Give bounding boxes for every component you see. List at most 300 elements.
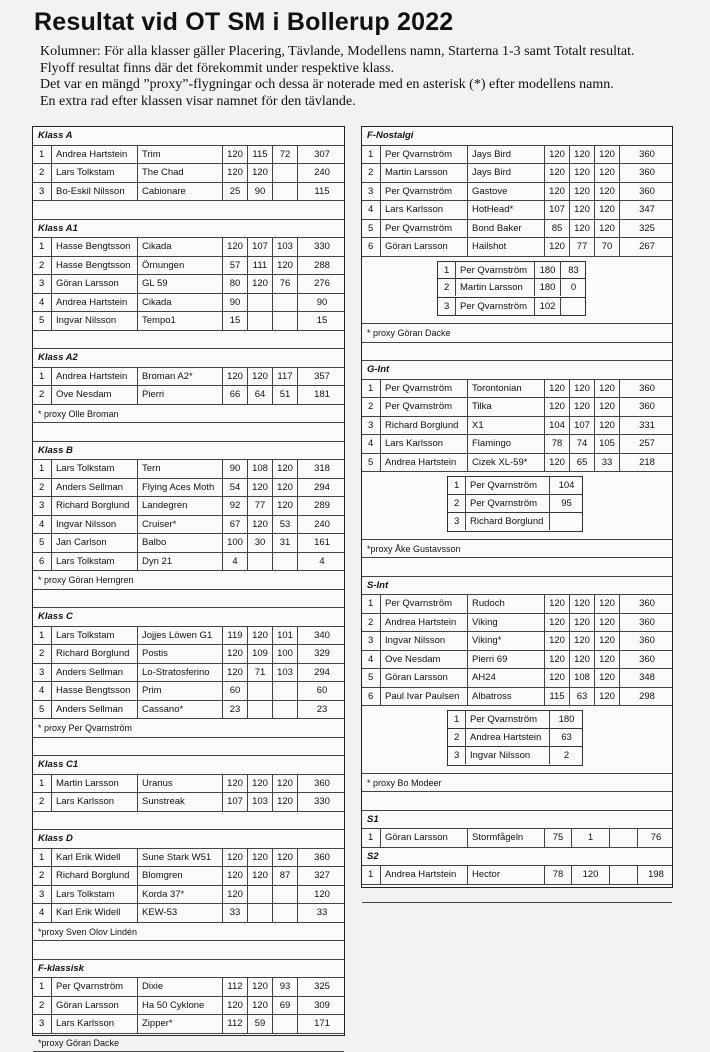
- start2-cell: [247, 904, 272, 922]
- start1-cell: 120: [222, 645, 247, 663]
- intro-text: [40, 44, 680, 110]
- class-heading: Klass A2: [33, 349, 344, 368]
- placement-cell: 2: [33, 386, 51, 404]
- flyoff-row: [437, 261, 586, 280]
- start2-cell: 120: [247, 479, 272, 497]
- total-cell: 289: [297, 497, 346, 515]
- total-cell: 325: [297, 978, 346, 996]
- start3-cell: 120: [594, 688, 619, 706]
- competitor-cell: Lars Karlsson: [51, 793, 155, 811]
- start3-cell: 120: [594, 595, 619, 613]
- model-cell: Flying Aces Moth: [137, 479, 222, 497]
- start1-cell: 107: [222, 793, 247, 811]
- proxy-note: * proxy Göran Dacke: [362, 324, 672, 343]
- flyoff-result: 180: [534, 279, 560, 296]
- start1-cell: 120: [544, 632, 569, 650]
- start2-cell: 90: [247, 183, 272, 201]
- total-cell: 360: [619, 380, 674, 398]
- result-row: [33, 664, 344, 683]
- results-column-left: [32, 126, 345, 1036]
- start3-cell: [272, 164, 297, 182]
- placement-cell: 3: [33, 183, 51, 201]
- model-cell: Cruiser*: [137, 516, 222, 534]
- result-row: [362, 595, 672, 614]
- total-cell: 309: [297, 997, 346, 1015]
- flyoff-row: [447, 513, 583, 532]
- start1-cell: 92: [222, 497, 247, 515]
- placement-cell: 1: [33, 368, 51, 386]
- start2-cell: 30: [247, 534, 272, 552]
- placement-cell: 2: [33, 479, 51, 497]
- result-row: [362, 688, 672, 707]
- start3-cell: [272, 1015, 297, 1033]
- model-cell: Flamingo: [467, 435, 544, 453]
- model-cell: Landegren: [137, 497, 222, 515]
- competitor-cell: Ingvar Nilsson: [51, 516, 155, 534]
- competitor-cell: Lars Tolkstam: [51, 553, 155, 571]
- total-cell: 298: [619, 688, 674, 706]
- model-cell: Pierri 69: [467, 651, 544, 669]
- flyoff-placement: 2: [448, 495, 465, 512]
- model-cell: Zipper*: [137, 1015, 222, 1033]
- start3-cell: [609, 829, 637, 847]
- start3-cell: 31: [272, 534, 297, 552]
- start2-cell: 63: [569, 688, 594, 706]
- start1-cell: 120: [222, 664, 247, 682]
- total-cell: 360: [619, 595, 674, 613]
- class-heading: Klass C: [33, 608, 344, 627]
- start2-cell: 120: [569, 164, 594, 182]
- total-cell: 360: [619, 651, 674, 669]
- spacer-row: [33, 201, 344, 220]
- model-cell: Cikada: [137, 238, 222, 256]
- start3-cell: 120: [272, 497, 297, 515]
- result-row: [33, 867, 344, 886]
- start1-cell: 120: [544, 380, 569, 398]
- start1-cell: 112: [222, 1015, 247, 1033]
- start3-cell: 120: [272, 793, 297, 811]
- start2-cell: 120: [569, 146, 594, 164]
- results-column-right: [361, 126, 673, 888]
- total-cell: 360: [619, 398, 674, 416]
- start1-cell: 120: [222, 849, 247, 867]
- placement-cell: 2: [33, 997, 51, 1015]
- page-title: Resultat vid OT SM i Bollerup 2022: [34, 8, 453, 37]
- start2-cell: [247, 294, 272, 312]
- placement-cell: 4: [362, 651, 380, 669]
- class-heading: S1: [362, 811, 672, 830]
- competitor-cell: Per Qvarnström: [51, 978, 155, 996]
- start3-cell: 69: [272, 997, 297, 1015]
- model-cell: Dyn 21: [137, 553, 222, 571]
- total-cell: 115: [297, 183, 346, 201]
- flyoff-row: [447, 729, 583, 748]
- competitor-cell: Göran Larsson: [51, 275, 155, 293]
- start2-cell: 65: [569, 454, 594, 472]
- start3-cell: 120: [594, 146, 619, 164]
- model-cell: Prim: [137, 682, 222, 700]
- model-cell: Örnungen: [137, 257, 222, 275]
- placement-cell: 1: [362, 595, 380, 613]
- start2-cell: 120: [247, 997, 272, 1015]
- model-cell: Bond Baker: [467, 220, 544, 238]
- model-cell: Jays Bird: [467, 164, 544, 182]
- start1-cell: 120: [544, 238, 569, 256]
- placement-cell: 3: [362, 417, 380, 435]
- model-cell: Cikada: [137, 294, 222, 312]
- flyoff-placement: 1: [448, 477, 465, 494]
- start1-cell: 120: [544, 164, 569, 182]
- total-cell: 340: [297, 627, 346, 645]
- start1-cell: 120: [222, 997, 247, 1015]
- placement-cell: 2: [33, 793, 51, 811]
- result-row: [33, 183, 344, 202]
- start1-cell: 60: [222, 682, 247, 700]
- model-cell: KEW-53: [137, 904, 222, 922]
- start2-cell: 107: [569, 417, 594, 435]
- total-cell: 360: [297, 849, 346, 867]
- start3-cell: 87: [272, 867, 297, 885]
- model-cell: The Chad: [137, 164, 222, 182]
- placement-cell: 2: [362, 164, 380, 182]
- competitor-cell: Karl Erik Widell: [51, 904, 155, 922]
- start2-cell: 64: [247, 386, 272, 404]
- intro-line: En extra rad efter klassen visar namnet för den tävlande.: [40, 94, 680, 111]
- placement-cell: 3: [33, 1015, 51, 1033]
- start2-cell: 77: [569, 238, 594, 256]
- result-row: [362, 417, 672, 436]
- start3-cell: 120: [594, 669, 619, 687]
- class-heading: Klass B: [33, 442, 344, 461]
- start3-cell: [272, 701, 297, 719]
- start2-cell: 120: [571, 866, 609, 884]
- result-row: [362, 238, 672, 257]
- start1-cell: 120: [544, 614, 569, 632]
- start1-cell: 120: [544, 595, 569, 613]
- flyoff-row: [447, 747, 583, 766]
- competitor-cell: Ingvar Nilsson: [51, 312, 155, 330]
- start1-cell: 15: [222, 312, 247, 330]
- total-cell: 329: [297, 645, 346, 663]
- placement-cell: 3: [33, 664, 51, 682]
- model-cell: Jojjes Löwen G1: [137, 627, 222, 645]
- competitor-cell: Hasse Bengtsson: [51, 682, 155, 700]
- result-row: [362, 614, 672, 633]
- result-row: [33, 312, 344, 331]
- start1-cell: 120: [222, 775, 247, 793]
- model-cell: Cabionare: [137, 183, 222, 201]
- class-heading: Klass D: [33, 830, 344, 849]
- start1-cell: 66: [222, 386, 247, 404]
- start2-cell: 77: [247, 497, 272, 515]
- start3-cell: [272, 294, 297, 312]
- start2-cell: 120: [569, 183, 594, 201]
- placement-cell: 5: [362, 220, 380, 238]
- start1-cell: 90: [222, 460, 247, 478]
- total-cell: 23: [297, 701, 346, 719]
- spacer-row: [33, 423, 344, 442]
- start2-cell: 120: [247, 368, 272, 386]
- proxy-note: * proxy Göran Herngren: [33, 571, 344, 590]
- placement-cell: 5: [362, 454, 380, 472]
- total-cell: 60: [297, 682, 346, 700]
- placement-cell: 1: [362, 829, 380, 847]
- spacer-row: [33, 941, 344, 960]
- competitor-cell: Richard Borglund: [380, 417, 467, 435]
- competitor-cell: Lars Karlsson: [51, 1015, 155, 1033]
- start3-cell: 53: [272, 516, 297, 534]
- result-row: [362, 164, 672, 183]
- flyoff-competitor: Per Qvarnström: [455, 298, 534, 315]
- competitor-cell: Lars Karlsson: [380, 435, 467, 453]
- total-cell: 257: [619, 435, 674, 453]
- model-cell: GL 59: [137, 275, 222, 293]
- total-cell: 76: [637, 829, 674, 847]
- start2-cell: 120: [569, 201, 594, 219]
- start1-cell: 75: [544, 829, 571, 847]
- model-cell: Uranus: [137, 775, 222, 793]
- placement-cell: 4: [362, 435, 380, 453]
- result-row: [33, 775, 344, 794]
- placement-cell: 1: [33, 775, 51, 793]
- model-cell: Trim: [137, 146, 222, 164]
- placement-cell: 3: [33, 275, 51, 293]
- start2-cell: 120: [247, 867, 272, 885]
- competitor-cell: Martin Larsson: [380, 164, 467, 182]
- proxy-note: *proxy Sven Olov Lindén: [33, 923, 344, 942]
- total-cell: 360: [619, 632, 674, 650]
- model-cell: Hailshot: [467, 238, 544, 256]
- model-cell: Viking*: [467, 632, 544, 650]
- flyoff-placement: 3: [448, 747, 465, 764]
- result-row: [33, 164, 344, 183]
- start1-cell: 120: [544, 398, 569, 416]
- proxy-note: *proxy Göran Dacke: [33, 1034, 344, 1052]
- competitor-cell: Richard Borglund: [51, 645, 155, 663]
- competitor-cell: Per Qvarnström: [380, 220, 467, 238]
- intro-line: Det var en mängd ”proxy”-flygningar och dessa är noterade med en asterisk (*) efter modellens namn.: [40, 77, 680, 94]
- total-cell: 360: [619, 183, 674, 201]
- model-cell: Cassano*: [137, 701, 222, 719]
- placement-cell: 4: [33, 516, 51, 534]
- total-cell: 318: [297, 460, 346, 478]
- placement-cell: 2: [362, 398, 380, 416]
- start2-cell: 120: [569, 614, 594, 632]
- start3-cell: 120: [594, 614, 619, 632]
- competitor-cell: Andrea Hartstein: [380, 866, 467, 884]
- start3-cell: 105: [594, 435, 619, 453]
- placement-cell: 6: [362, 238, 380, 256]
- flyoff-row: [447, 710, 583, 729]
- result-row: [362, 866, 672, 885]
- class-heading: S2: [362, 848, 672, 867]
- start1-cell: 115: [544, 688, 569, 706]
- start3-cell: 93: [272, 978, 297, 996]
- total-cell: 360: [619, 146, 674, 164]
- start3-cell: 51: [272, 386, 297, 404]
- class-heading: Klass A1: [33, 220, 344, 239]
- start3-cell: 120: [272, 479, 297, 497]
- proxy-note: * proxy Olle Broman: [33, 405, 344, 424]
- result-row: [362, 201, 672, 220]
- total-cell: 120: [297, 886, 346, 904]
- start1-cell: 107: [544, 201, 569, 219]
- result-row: [33, 368, 344, 387]
- model-cell: Jays Bird: [467, 146, 544, 164]
- result-row: [362, 632, 672, 651]
- start1-cell: 120: [544, 146, 569, 164]
- class-heading: F-Nostalgi: [362, 127, 672, 146]
- model-cell: Albatross: [467, 688, 544, 706]
- total-cell: 276: [297, 275, 346, 293]
- competitor-cell: Richard Borglund: [51, 497, 155, 515]
- class-heading: G-Int: [362, 361, 672, 380]
- start2-cell: 74: [569, 435, 594, 453]
- start2-cell: 107: [247, 238, 272, 256]
- model-cell: Sunstreak: [137, 793, 222, 811]
- result-row: [33, 146, 344, 165]
- competitor-cell: Bo-Eskil Nilsson: [51, 183, 155, 201]
- start1-cell: 100: [222, 534, 247, 552]
- competitor-cell: Per Qvarnström: [380, 380, 467, 398]
- flyoff-result: 63: [549, 729, 583, 746]
- flyoff-row: [447, 476, 583, 495]
- total-cell: 15: [297, 312, 346, 330]
- competitor-cell: Lars Tolkstam: [51, 627, 155, 645]
- start3-cell: [272, 553, 297, 571]
- competitor-cell: Lars Tolkstam: [51, 460, 155, 478]
- result-row: [33, 516, 344, 535]
- start3-cell: 120: [272, 849, 297, 867]
- proxy-note: * proxy Per Qvarnström: [33, 719, 344, 738]
- result-row: [33, 701, 344, 720]
- model-cell: Rudoch: [467, 595, 544, 613]
- start2-cell: [247, 886, 272, 904]
- total-cell: 330: [297, 793, 346, 811]
- total-cell: 360: [297, 775, 346, 793]
- total-cell: 218: [619, 454, 674, 472]
- start2-cell: 120: [247, 164, 272, 182]
- start1-cell: 80: [222, 275, 247, 293]
- intro-line: Flyoff resultat finns där det förekommit under respektive klass.: [40, 61, 680, 78]
- placement-cell: 2: [362, 614, 380, 632]
- result-row: [33, 479, 344, 498]
- placement-cell: 1: [33, 460, 51, 478]
- start3-cell: 117: [272, 368, 297, 386]
- result-row: [33, 257, 344, 276]
- competitor-cell: Andrea Hartstein: [380, 614, 467, 632]
- start1-cell: 54: [222, 479, 247, 497]
- total-cell: 181: [297, 386, 346, 404]
- result-row: [362, 146, 672, 165]
- total-cell: 4: [297, 553, 346, 571]
- result-row: [33, 1015, 344, 1034]
- result-row: [33, 849, 344, 868]
- start3-cell: 120: [594, 183, 619, 201]
- competitor-cell: Andrea Hartstein: [51, 146, 155, 164]
- start1-cell: 120: [222, 368, 247, 386]
- result-row: [33, 904, 344, 923]
- competitor-cell: Göran Larsson: [380, 829, 467, 847]
- total-cell: 325: [619, 220, 674, 238]
- start1-cell: 120: [222, 146, 247, 164]
- start2-cell: 120: [569, 398, 594, 416]
- competitor-cell: Anders Sellman: [51, 664, 155, 682]
- flyoff-placement: 2: [438, 279, 455, 296]
- model-cell: Tilka: [467, 398, 544, 416]
- start3-cell: 120: [272, 257, 297, 275]
- total-cell: 360: [619, 614, 674, 632]
- result-row: [362, 380, 672, 399]
- model-cell: Postis: [137, 645, 222, 663]
- flyoff-table: [362, 706, 672, 774]
- start2-cell: 120: [247, 978, 272, 996]
- competitor-cell: Andrea Hartstein: [380, 454, 467, 472]
- flyoff-result: [560, 298, 586, 315]
- placement-cell: 1: [33, 627, 51, 645]
- placement-cell: 5: [33, 701, 51, 719]
- result-row: [33, 238, 344, 257]
- start2-cell: 120: [247, 775, 272, 793]
- total-cell: 307: [297, 146, 346, 164]
- total-cell: 171: [297, 1015, 346, 1033]
- flyoff-placement: 2: [448, 729, 465, 746]
- start3-cell: 120: [594, 651, 619, 669]
- competitor-cell: Lars Tolkstam: [51, 164, 155, 182]
- start3-cell: 120: [594, 398, 619, 416]
- flyoff-row: [437, 279, 586, 298]
- total-cell: 33: [297, 904, 346, 922]
- flyoff-row: [437, 298, 586, 317]
- competitor-cell: Hasse Bengtsson: [51, 238, 155, 256]
- intro-line: Kolumner: För alla klasser gäller Placering, Tävlande, Modellens namn, Starterna 1-3 samt Totalt resultat.: [40, 44, 680, 61]
- total-cell: 267: [619, 238, 674, 256]
- start2-cell: 120: [569, 595, 594, 613]
- competitor-cell: Hasse Bengtsson: [51, 257, 155, 275]
- model-cell: Hector: [467, 866, 544, 884]
- placement-cell: 4: [33, 682, 51, 700]
- start3-cell: [272, 312, 297, 330]
- model-cell: HotHead*: [467, 201, 544, 219]
- result-row: [362, 220, 672, 239]
- result-row: [362, 454, 672, 473]
- start1-cell: 78: [544, 866, 571, 884]
- competitor-cell: Ingvar Nilsson: [380, 632, 467, 650]
- start1-cell: 90: [222, 294, 247, 312]
- flyoff-competitor: Per Qvarnström: [465, 477, 549, 494]
- competitor-cell: Andrea Hartstein: [51, 294, 155, 312]
- competitor-cell: Ove Nesdam: [380, 651, 467, 669]
- class-heading: F-klassisk: [33, 960, 344, 979]
- start3-cell: 103: [272, 664, 297, 682]
- start2-cell: 120: [569, 632, 594, 650]
- start1-cell: 67: [222, 516, 247, 534]
- spacer-row: [33, 590, 344, 609]
- result-row: [33, 682, 344, 701]
- spacer-row: [362, 885, 672, 904]
- start1-cell: 120: [222, 238, 247, 256]
- start2-cell: 103: [247, 793, 272, 811]
- total-cell: 294: [297, 479, 346, 497]
- model-cell: Gastove: [467, 183, 544, 201]
- flyoff-result: [549, 513, 583, 530]
- flyoff-placement: 3: [448, 513, 465, 530]
- result-row: [33, 497, 344, 516]
- competitor-cell: Anders Sellman: [51, 479, 155, 497]
- total-cell: 198: [637, 866, 674, 884]
- result-row: [33, 553, 344, 572]
- result-row: [362, 435, 672, 454]
